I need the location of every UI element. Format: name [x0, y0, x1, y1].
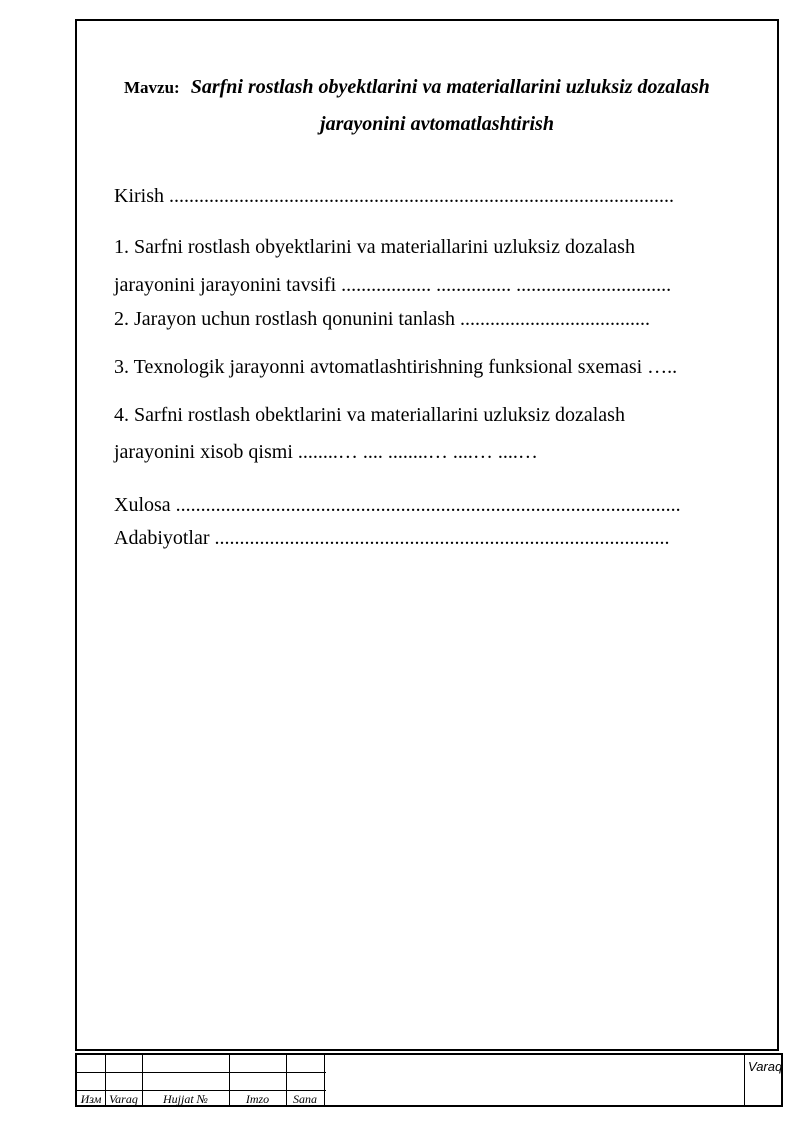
toc-item-1-line-2: jarayonini jarayonini tavsifi .................. ............... ............................... — [114, 274, 672, 296]
stamp-label-imzo: Imzo — [245, 1092, 270, 1106]
stamp-row-line-2 — [77, 1090, 326, 1091]
toc-conclusion: Xulosa ..................................................................................................... — [114, 494, 681, 516]
sheet-number-label: Varaq — [748, 1059, 783, 1074]
toc-item-1-line-1: 1. Sarfni rostlash obyektlarini va materiallarini uzluksiz dozalash — [114, 236, 635, 258]
stamp-label-hujjat: Hujjat № — [163, 1092, 208, 1106]
title-label: Mavzu: — [124, 78, 180, 97]
toc-item-2: 2. Jarayon uchun rostlash qonunini tanlash ...................................... — [114, 308, 651, 330]
stamp-label-sana: Sana — [293, 1092, 317, 1106]
stamp-label-varaq: Varaq — [109, 1092, 138, 1106]
toc-references: Adabiyotlar ........................................................................................... — [114, 527, 670, 549]
title-block-stamp — [75, 1053, 783, 1107]
toc-item-3: 3. Texnologik jarayonni avtomatlashtirishning funksional sxemasi ….. — [114, 356, 678, 378]
stamp-row-line-1 — [77, 1072, 326, 1073]
title-text-1: Sarfni rostlash obyektlarini va materiallarini uzluksiz dozalash — [190, 76, 710, 98]
sheet-number-box — [744, 1055, 782, 1105]
title-line-2: jarayonini avtomatlashtirish — [320, 113, 554, 135]
toc-item-4-line-2: jarayonini xisob qismi ........… .... ........… ....… ....… — [114, 441, 538, 463]
stamp-label-izm: Изм — [80, 1092, 102, 1106]
title-line-1 — [124, 76, 710, 99]
toc-intro: Kirish ..................................................................................................... — [114, 185, 674, 207]
toc-item-4-line-1: 4. Sarfni rostlash obektlarini va materiallarini uzluksiz dozalash — [114, 404, 625, 426]
